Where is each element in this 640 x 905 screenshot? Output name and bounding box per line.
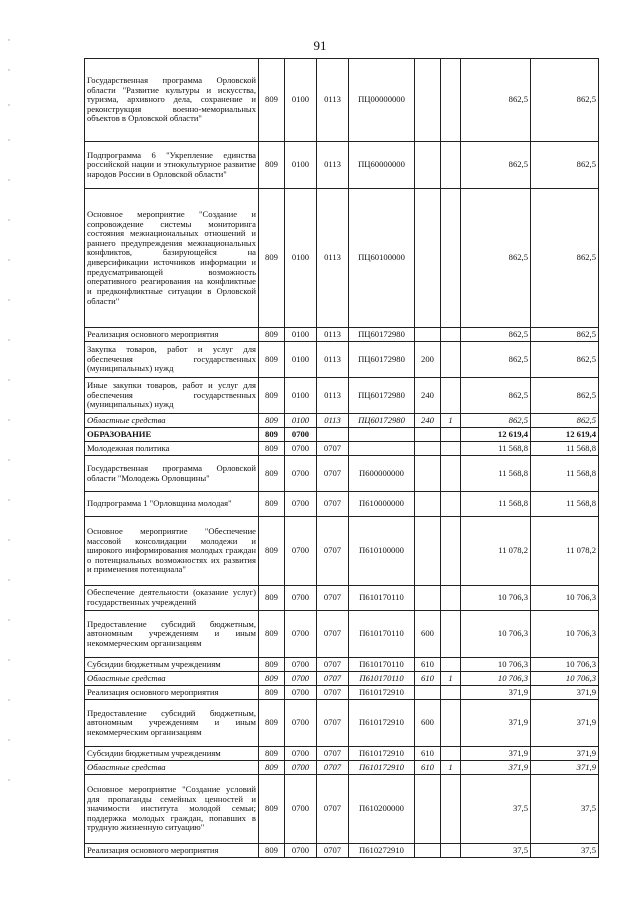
cell-rz: 0700: [285, 611, 317, 658]
cell-grbs: 809: [259, 59, 285, 142]
cell-vr: [415, 775, 441, 844]
cell-rz: 0100: [285, 414, 317, 428]
cell-grbs: 809: [259, 378, 285, 414]
binding-edge-marks: [6, 0, 16, 905]
table-row: [85, 672, 599, 686]
cell-src: [441, 586, 461, 611]
cell-csr: [349, 442, 415, 456]
cell-csr: П610172910: [349, 747, 415, 761]
cell-csr: П610170110: [349, 672, 415, 686]
cell-sum2: 11 568,8: [531, 456, 599, 492]
cell-name: Субсидии бюджетным учреждениям: [85, 747, 259, 761]
cell-pr: 0707: [317, 686, 349, 700]
cell-name: Государственная программа Орловской области "Развитие культуры и искусства, туризма, архивного дела, сохранение и реконструкция военно-мемориальных объектов в Орловской области": [85, 59, 259, 142]
cell-name: ОБРАЗОВАНИЕ: [85, 428, 259, 442]
cell-sum2: 371,9: [531, 761, 599, 775]
cell-sum2: 862,5: [531, 189, 599, 328]
cell-name: Реализация основного мероприятия: [85, 686, 259, 700]
cell-sum2: 371,9: [531, 686, 599, 700]
cell-sum1: 10 706,3: [461, 672, 531, 686]
cell-pr: 0707: [317, 442, 349, 456]
cell-src: [441, 328, 461, 342]
cell-pr: 0707: [317, 761, 349, 775]
cell-pr: 0707: [317, 492, 349, 517]
cell-sum2: 37,5: [531, 775, 599, 844]
cell-sum2: 10 706,3: [531, 611, 599, 658]
cell-grbs: 809: [259, 672, 285, 686]
cell-pr: 0707: [317, 672, 349, 686]
cell-name: Подпрограмма 1 "Орловщина молодая": [85, 492, 259, 517]
table-row: [85, 517, 599, 586]
cell-rz: 0700: [285, 442, 317, 456]
cell-src: [441, 517, 461, 586]
table-row: [85, 611, 599, 658]
cell-vr: [415, 442, 441, 456]
cell-name: Субсидии бюджетным учреждениям: [85, 658, 259, 672]
cell-src: 1: [441, 672, 461, 686]
cell-vr: [415, 686, 441, 700]
cell-sum1: 862,5: [461, 414, 531, 428]
cell-csr: П610200000: [349, 775, 415, 844]
table-row: [85, 492, 599, 517]
cell-pr: 0113: [317, 378, 349, 414]
cell-rz: 0700: [285, 586, 317, 611]
cell-vr: [415, 59, 441, 142]
cell-pr: 0113: [317, 189, 349, 328]
cell-sum2: 11 568,8: [531, 442, 599, 456]
cell-rz: 0100: [285, 378, 317, 414]
cell-name: Обеспечение деятельности (оказание услуг) государственных учреждений: [85, 586, 259, 611]
cell-src: [441, 428, 461, 442]
cell-sum2: 11 078,2: [531, 517, 599, 586]
table-row: [85, 428, 599, 442]
cell-grbs: 809: [259, 517, 285, 586]
cell-src: [441, 342, 461, 378]
cell-rz: 0100: [285, 189, 317, 328]
cell-sum1: 37,5: [461, 844, 531, 858]
cell-rz: 0700: [285, 658, 317, 672]
cell-sum2: 12 619,4: [531, 428, 599, 442]
table-row: [85, 189, 599, 328]
cell-src: [441, 59, 461, 142]
cell-grbs: 809: [259, 611, 285, 658]
cell-vr: [415, 428, 441, 442]
cell-sum1: 37,5: [461, 775, 531, 844]
cell-name: Предоставление субсидий бюджетным, автономным учреждениям и иным некоммерческим организациям: [85, 611, 259, 658]
table-row: [85, 456, 599, 492]
cell-vr: 610: [415, 747, 441, 761]
cell-rz: 0700: [285, 456, 317, 492]
cell-sum2: 862,5: [531, 328, 599, 342]
cell-pr: 0707: [317, 775, 349, 844]
cell-src: [441, 492, 461, 517]
cell-csr: П610000000: [349, 492, 415, 517]
cell-pr: [317, 428, 349, 442]
table-row: [85, 378, 599, 414]
cell-vr: 600: [415, 700, 441, 747]
cell-csr: ПЦ60172980: [349, 378, 415, 414]
cell-grbs: 809: [259, 328, 285, 342]
cell-rz: 0700: [285, 747, 317, 761]
table-row: [85, 686, 599, 700]
cell-grbs: 809: [259, 747, 285, 761]
cell-sum2: 37,5: [531, 844, 599, 858]
cell-vr: 240: [415, 378, 441, 414]
cell-sum1: 10 706,3: [461, 658, 531, 672]
cell-name: Областные средства: [85, 672, 259, 686]
cell-pr: 0113: [317, 328, 349, 342]
cell-sum2: 371,9: [531, 747, 599, 761]
cell-grbs: 809: [259, 700, 285, 747]
cell-rz: 0100: [285, 59, 317, 142]
cell-sum1: 371,9: [461, 747, 531, 761]
cell-name: Государственная программа Орловской области "Молодежь Орловщины": [85, 456, 259, 492]
cell-name: Основное мероприятие "Создание и сопровождение системы мониторинга состояния межнациональных отношений и раннего предупреждения межнациональных конфликтов, базирующейся на диверсификации источников информации и предусматривающей возможность оперативного реагирования на конфликтные и предконфликтные ситуации в Орловской области": [85, 189, 259, 328]
cell-sum1: 862,5: [461, 142, 531, 189]
cell-csr: ПЦ60172980: [349, 342, 415, 378]
cell-csr: П610172910: [349, 686, 415, 700]
cell-src: [441, 456, 461, 492]
cell-name: Закупка товаров, работ и услуг для обеспечения государственных (муниципальных) нужд: [85, 342, 259, 378]
cell-vr: [415, 517, 441, 586]
cell-grbs: 809: [259, 442, 285, 456]
cell-sum2: 10 706,3: [531, 672, 599, 686]
table-row: [85, 586, 599, 611]
cell-csr: ПЦ00000000: [349, 59, 415, 142]
cell-vr: 610: [415, 761, 441, 775]
cell-rz: 0100: [285, 342, 317, 378]
cell-pr: 0707: [317, 586, 349, 611]
cell-sum2: 862,5: [531, 59, 599, 142]
cell-sum1: 10 706,3: [461, 586, 531, 611]
cell-csr: [349, 428, 415, 442]
cell-src: [441, 747, 461, 761]
table-row: [85, 700, 599, 747]
cell-rz: 0100: [285, 328, 317, 342]
cell-pr: 0113: [317, 142, 349, 189]
cell-pr: 0707: [317, 700, 349, 747]
cell-sum2: 862,5: [531, 142, 599, 189]
cell-sum1: 862,5: [461, 328, 531, 342]
cell-pr: 0113: [317, 342, 349, 378]
table-row: [85, 761, 599, 775]
cell-name: Реализация основного мероприятия: [85, 844, 259, 858]
cell-rz: 0700: [285, 517, 317, 586]
cell-grbs: 809: [259, 586, 285, 611]
cell-sum1: 11 568,8: [461, 456, 531, 492]
cell-grbs: 809: [259, 844, 285, 858]
cell-rz: 0700: [285, 700, 317, 747]
cell-sum1: 371,9: [461, 761, 531, 775]
cell-pr: 0113: [317, 414, 349, 428]
cell-csr: П610172910: [349, 700, 415, 747]
cell-rz: 0700: [285, 428, 317, 442]
table-row: [85, 342, 599, 378]
cell-rz: 0700: [285, 492, 317, 517]
cell-name: Предоставление субсидий бюджетным, автономным учреждениям и иным некоммерческим организациям: [85, 700, 259, 747]
cell-csr: ПЦ60172980: [349, 414, 415, 428]
cell-rz: 0700: [285, 761, 317, 775]
cell-pr: 0707: [317, 456, 349, 492]
cell-sum1: 11 078,2: [461, 517, 531, 586]
cell-vr: [415, 456, 441, 492]
table-row: [85, 59, 599, 142]
cell-rz: 0100: [285, 142, 317, 189]
cell-vr: [415, 142, 441, 189]
cell-grbs: 809: [259, 428, 285, 442]
cell-pr: 0707: [317, 611, 349, 658]
cell-vr: 610: [415, 672, 441, 686]
budget-table: [84, 58, 599, 858]
table-row: [85, 844, 599, 858]
cell-grbs: 809: [259, 492, 285, 517]
cell-src: [441, 189, 461, 328]
cell-sum1: 11 568,8: [461, 442, 531, 456]
cell-csr: ПЦ60000000: [349, 142, 415, 189]
cell-sum1: 371,9: [461, 686, 531, 700]
cell-grbs: 809: [259, 342, 285, 378]
cell-vr: 240: [415, 414, 441, 428]
cell-sum1: 862,5: [461, 342, 531, 378]
cell-vr: [415, 328, 441, 342]
cell-name: Областные средства: [85, 414, 259, 428]
cell-vr: [415, 586, 441, 611]
cell-sum1: 862,5: [461, 189, 531, 328]
cell-csr: П610170110: [349, 586, 415, 611]
cell-rz: 0700: [285, 775, 317, 844]
cell-vr: [415, 492, 441, 517]
cell-src: [441, 844, 461, 858]
cell-vr: [415, 189, 441, 328]
cell-grbs: 809: [259, 189, 285, 328]
cell-sum1: 10 706,3: [461, 611, 531, 658]
cell-grbs: 809: [259, 456, 285, 492]
cell-sum1: 862,5: [461, 378, 531, 414]
cell-src: [441, 700, 461, 747]
table-row: [85, 658, 599, 672]
cell-sum1: 11 568,8: [461, 492, 531, 517]
cell-src: [441, 775, 461, 844]
cell-src: [441, 442, 461, 456]
cell-pr: 0707: [317, 747, 349, 761]
cell-pr: 0707: [317, 658, 349, 672]
cell-pr: 0707: [317, 844, 349, 858]
cell-csr: П610172910: [349, 761, 415, 775]
cell-src: [441, 686, 461, 700]
cell-src: [441, 611, 461, 658]
cell-csr: П610272910: [349, 844, 415, 858]
cell-name: Областные средства: [85, 761, 259, 775]
cell-sum2: 10 706,3: [531, 658, 599, 672]
cell-sum2: 371,9: [531, 700, 599, 747]
cell-pr: 0113: [317, 59, 349, 142]
budget-table-body: [85, 59, 599, 858]
table-row: [85, 414, 599, 428]
cell-pr: 0707: [317, 517, 349, 586]
cell-rz: 0700: [285, 844, 317, 858]
table-row: [85, 142, 599, 189]
cell-grbs: 809: [259, 686, 285, 700]
cell-src: [441, 378, 461, 414]
cell-csr: П610170110: [349, 658, 415, 672]
cell-sum2: 11 568,8: [531, 492, 599, 517]
cell-grbs: 809: [259, 414, 285, 428]
cell-csr: П600000000: [349, 456, 415, 492]
cell-grbs: 809: [259, 761, 285, 775]
cell-sum1: 371,9: [461, 700, 531, 747]
cell-grbs: 809: [259, 775, 285, 844]
cell-name: Подпрограмма 6 "Укрепление единства российской нации и этнокультурное развитие народов России в Орловской области": [85, 142, 259, 189]
cell-rz: 0700: [285, 686, 317, 700]
cell-sum2: 862,5: [531, 342, 599, 378]
cell-sum2: 862,5: [531, 414, 599, 428]
cell-grbs: 809: [259, 658, 285, 672]
cell-sum1: 862,5: [461, 59, 531, 142]
cell-csr: ПЦ60100000: [349, 189, 415, 328]
cell-name: Основное мероприятие "Создание условий для пропаганды семейных ценностей и значимости института молодой семьи; поддержка молодых граждан, попавших в трудную жизненную ситуацию": [85, 775, 259, 844]
cell-sum2: 862,5: [531, 378, 599, 414]
cell-src: 1: [441, 414, 461, 428]
cell-vr: 200: [415, 342, 441, 378]
cell-csr: П610170110: [349, 611, 415, 658]
cell-src: 1: [441, 761, 461, 775]
cell-src: [441, 658, 461, 672]
cell-name: Реализация основного мероприятия: [85, 328, 259, 342]
page-number: 91: [313, 38, 327, 53]
cell-vr: [415, 844, 441, 858]
cell-grbs: 809: [259, 142, 285, 189]
cell-src: [441, 142, 461, 189]
cell-name: Иные закупки товаров, работ и услуг для обеспечения государственных (муниципальных) нужд: [85, 378, 259, 414]
cell-vr: 610: [415, 658, 441, 672]
cell-name: Основное мероприятие "Обеспечение массовой консолидации молодежи и широкого информирования молодых граждан о потенциальных возможностях их развития и применения потенциала": [85, 517, 259, 586]
cell-csr: П610100000: [349, 517, 415, 586]
table-row: [85, 442, 599, 456]
cell-name: Молодежная политика: [85, 442, 259, 456]
table-row: [85, 328, 599, 342]
cell-sum2: 10 706,3: [531, 586, 599, 611]
table-row: [85, 747, 599, 761]
cell-vr: 600: [415, 611, 441, 658]
cell-rz: 0700: [285, 672, 317, 686]
cell-csr: ПЦ60172980: [349, 328, 415, 342]
table-row: [85, 775, 599, 844]
cell-sum1: 12 619,4: [461, 428, 531, 442]
